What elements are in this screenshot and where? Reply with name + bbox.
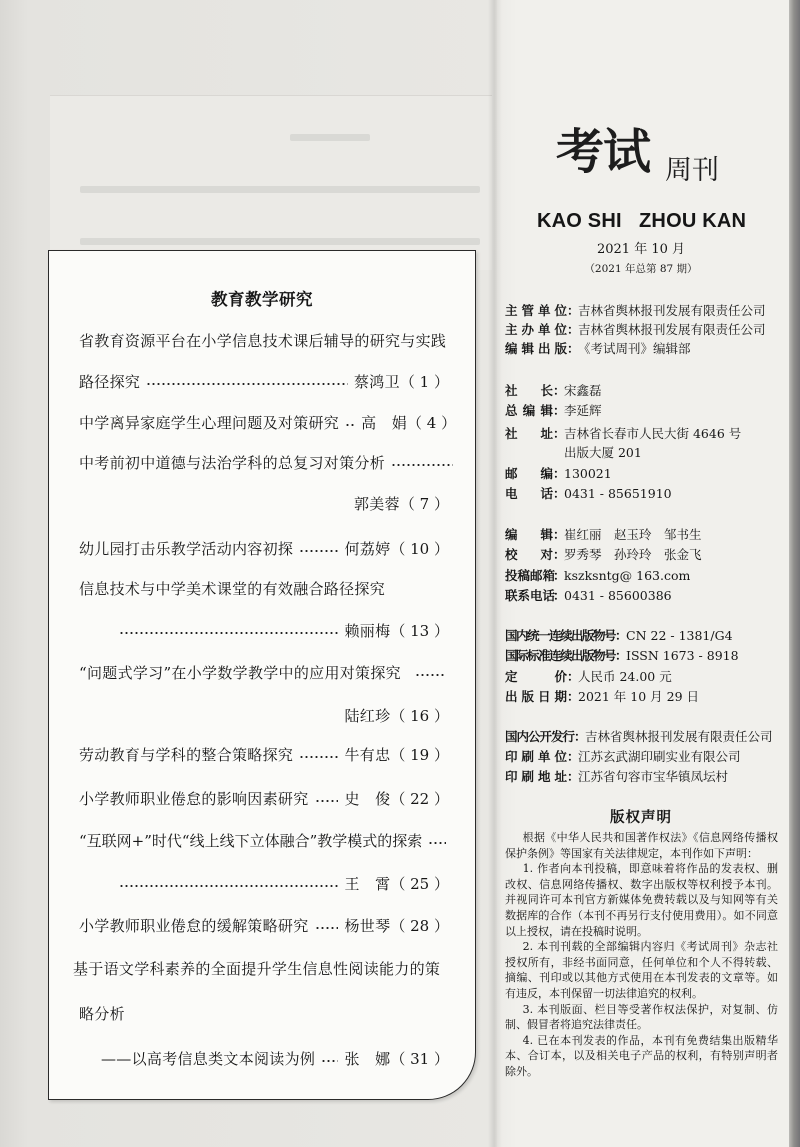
bleed-through-line (290, 134, 370, 141)
toc-entry-title: 幼儿园打击乐教学活动内容初探 (79, 540, 294, 558)
info-label: 校对 (505, 547, 553, 562)
info-colon: ： (615, 648, 628, 663)
toc-entry-title: “互联网+”时代“线上线下立体融合”教学模式的探索 (79, 832, 423, 850)
info-row (505, 465, 612, 483)
toc-entry-author: 何荔婷 (344, 540, 391, 558)
info-value: ISSN 1673 - 8918 (626, 648, 739, 663)
bleed-through-line (80, 238, 480, 245)
info-row (505, 546, 702, 564)
toc-entry-title: 小学教师职业倦怠的缓解策略研究 (79, 917, 309, 935)
info-value: 江苏省句容市宝华镇凤坛村 (578, 769, 729, 784)
toc-entry-author: 蔡鸿卫 (354, 373, 400, 391)
info-colon: ： (567, 749, 580, 764)
info-value: CN 22 - 1381/G4 (626, 628, 733, 643)
toc-entry-line (101, 1048, 449, 1070)
toc-entry-line (79, 662, 449, 684)
info-colon: ： (553, 383, 566, 398)
toc-entry-author: 陆红珍 (344, 707, 391, 725)
dot-leader (391, 463, 453, 467)
info-value: 人民币 24.00 元 (578, 669, 672, 684)
toc-entry-line (79, 705, 449, 727)
toc-entry-title: 省教育资源平台在小学信息技术课后辅导的研究与实践 (79, 332, 447, 350)
toc-entry-title: 中学离异家庭学生心理问题及对策研究 (79, 414, 340, 432)
dot-leader (146, 382, 348, 386)
info-row (505, 627, 733, 645)
info-label: 主管单位 (505, 303, 567, 318)
info-row (505, 688, 699, 706)
toc-entry-author: 史 俊 (344, 790, 391, 808)
toc-entry-line (79, 538, 449, 560)
bleed-through-line (80, 186, 480, 193)
info-colon: ： (567, 341, 580, 356)
masthead-pinyin: KAO SHI ZHOU KAN (537, 210, 747, 232)
toc-entry-line (79, 788, 449, 810)
info-row (505, 567, 690, 585)
info-label: 主办单位 (505, 322, 567, 337)
toc-entry-author: 郭美蓉 (354, 495, 400, 513)
info-colon: ： (553, 466, 566, 481)
dot-leader (119, 631, 338, 635)
info-value: 吉林省舆林报刊发展有限责任公司 (585, 729, 773, 744)
info-label: 联系电话 (505, 588, 556, 603)
info-value: 罗秀琴 孙玲玲 张金飞 (564, 547, 702, 562)
toc-entry-line (79, 1003, 449, 1025)
info-row (505, 526, 702, 544)
toc-slip (48, 250, 476, 1100)
toc-entry-title: 信息技术与中学美术课堂的有效融合路径探究 (79, 580, 386, 598)
toc-entry-line (73, 958, 461, 980)
toc-entry-title: 略分析 (79, 1005, 125, 1023)
toc-entry-line (79, 452, 449, 474)
toc-entry-page: （ 25 ） (390, 875, 449, 893)
info-row (505, 444, 642, 462)
info-label: 电话 (505, 486, 553, 501)
dot-leader (299, 755, 338, 759)
toc-entry-author: 牛有忠 (344, 746, 391, 764)
dot-leader (119, 884, 338, 888)
info-row (505, 748, 741, 766)
bleed-through-area (50, 95, 492, 270)
info-colon: ： (574, 729, 587, 744)
toc-entry-author: 赖丽梅 (344, 622, 391, 640)
toc-entry-author: 王 霄 (344, 875, 391, 893)
info-colon: ： (615, 628, 628, 643)
info-value: 0431 - 85600386 (564, 588, 672, 603)
toc-entry-line (79, 412, 457, 434)
toc-entry-author: 张 娜 (344, 1050, 391, 1068)
toc-entry-line (79, 915, 449, 937)
issue-date: 2021 年 10 月 (596, 242, 686, 257)
info-label: 邮编 (505, 466, 553, 481)
toc-entry-page: （ 22 ） (390, 790, 449, 808)
info-value: 2021 年 10 月 29 日 (578, 689, 699, 704)
toc-entry-title: “问题式学习”在小学数学教学中的应用对策探究 (79, 664, 401, 682)
toc-entry-author: 杨世琴 (344, 917, 391, 935)
info-value: 江苏玄武湖印刷实业有限公司 (578, 749, 741, 764)
toc-entry-page: （ 10 ） (390, 540, 449, 558)
info-colon: ： (567, 689, 580, 704)
info-row (505, 728, 773, 746)
toc-entry-line (119, 873, 449, 895)
info-label: 印刷单位 (505, 749, 567, 764)
info-colon: ： (567, 769, 580, 784)
info-label: 国际标准连续出版物号 (505, 648, 616, 663)
info-label: 编辑出版 (505, 341, 567, 356)
info-colon: ： (553, 486, 566, 501)
toc-entry-line (79, 493, 449, 515)
toc-entry-page: （ 1 ） (399, 373, 449, 391)
dot-leader (299, 549, 338, 553)
toc-entry-line (79, 744, 449, 766)
info-row (505, 425, 741, 443)
dot-leader (415, 673, 445, 677)
toc-entry-line (79, 578, 449, 600)
copyright-paragraph: 1. 作者向本刊投稿，即意味着将作品的发表权、删改权、信息网络传播权、数字出版权等权利授予本刊。并视同许可本刊官方新媒体免费转载以及与知网等有关数据库的合作（本刊不再另行支付使用费用）。如不同意以上授权，请在投稿时说明。 (505, 862, 778, 938)
dot-leader (345, 423, 355, 427)
info-colon: ： (553, 527, 566, 542)
page-edge-strip (789, 0, 800, 1147)
info-label: 总编辑 (505, 403, 553, 418)
info-value: 李延辉 (564, 403, 602, 418)
info-value: 130021 (564, 466, 612, 481)
toc-entry-subtitle: ——以高考信息类文本阅读为例 (101, 1050, 316, 1068)
info-row (505, 485, 672, 503)
issue-number: （2021 年总第 87 期） (584, 263, 698, 275)
info-colon: ： (553, 426, 566, 441)
masthead-subtitle: 周刊 (665, 155, 719, 186)
info-row (505, 768, 728, 786)
copyright-heading: 版权声明 (610, 809, 672, 826)
info-row (505, 321, 766, 339)
info-row (505, 340, 691, 358)
copyright-paragraph: 3. 本刊版面、栏目等受著作权法保护，对复制、仿制、假冒者将追究法律责任。 (505, 1002, 778, 1032)
info-value: 吉林省舆林报刊发展有限责任公司 (578, 322, 766, 337)
info-row (505, 668, 672, 686)
toc-entry-title: 中考前初中道德与法治学科的总复习对策分析 (79, 454, 386, 472)
info-label: 投稿邮箱 (505, 568, 556, 583)
info-row (505, 382, 602, 400)
info-colon: ： (553, 588, 566, 603)
toc-entry-line (79, 330, 449, 352)
info-value: 吉林省长春市人民大街 4646 号 (564, 426, 742, 441)
info-label: 国内公开发行 (505, 729, 575, 744)
copyright-paragraph: 2. 本刊刊载的全部编辑内容归《考试周刊》杂志社授权所有，非经书面同意，任何单位和个人不得转载、摘编、刊印或以其他方式使用在本刊发表的文章等。如有违反，本刊保留一切法律追究的权利。 (505, 940, 778, 1000)
info-row (505, 587, 672, 605)
info-label: 社址 (505, 426, 553, 441)
toc-entry-page: （ 13 ） (390, 622, 449, 640)
copyright-paragraph: 4. 已在本刊发表的作品，本刊有免费结集出版精华本、合订本，以及相关电子产品的权利，有特别声明者除外。 (505, 1033, 778, 1078)
dot-leader (315, 799, 339, 803)
toc-entry-title: 劳动教育与学科的整合策略探究 (79, 746, 294, 764)
info-value: 《考试周刊》编辑部 (578, 341, 691, 356)
page-fold-shadow (488, 0, 502, 1147)
toc-entry-line (119, 620, 449, 642)
masthead-title: 考试 (556, 124, 651, 180)
info-colon: ： (553, 568, 566, 583)
toc-entry-title: 路径探究 (79, 373, 141, 391)
info-label: 社长 (505, 383, 553, 398)
info-colon: ： (553, 403, 566, 418)
copyright-body (505, 830, 778, 1080)
info-value: 宋鑫磊 (564, 383, 602, 398)
dot-leader (428, 841, 446, 845)
toc-entry-title: 基于语文学科素养的全面提升学生信息性阅读能力的策 (73, 960, 441, 978)
info-colon: ： (553, 547, 566, 562)
info-label: 国内统一连续出版物号 (505, 628, 616, 643)
info-row (505, 302, 766, 320)
info-colon: ： (567, 303, 580, 318)
toc-entry-page: （ 16 ） (390, 707, 449, 725)
toc-entry-line (79, 830, 449, 852)
info-value: 0431 - 85651910 (564, 486, 672, 501)
toc-entry-page: （ 31 ） (390, 1050, 449, 1068)
info-row (505, 402, 602, 420)
info-colon: ： (567, 322, 580, 337)
info-colon: ： (567, 669, 580, 684)
toc-section-heading: 教育教学研究 (211, 290, 313, 309)
info-value: 吉林省舆林报刊发展有限责任公司 (578, 303, 766, 318)
toc-entry-page: （ 4 ） (407, 414, 457, 432)
info-value: kszksntg@ 163.com (564, 568, 691, 583)
toc-entry-author: 高 娟 (361, 414, 408, 432)
copyright-paragraph: 根据《中华人民共和国著作权法》《信息网络传播权保护条例》等国家有关法律规定，本刊作如下声明： (505, 831, 778, 860)
toc-entry-title: 小学教师职业倦怠的影响因素研究 (79, 790, 309, 808)
dot-leader (315, 926, 339, 930)
toc-entry-page: （ 7 ） (399, 495, 449, 513)
info-label: 定价 (505, 669, 567, 684)
toc-entry-page: （ 28 ） (390, 917, 449, 935)
info-value: 崔红丽 赵玉玲 邹书生 (564, 527, 702, 542)
info-value: 出版大厦 201 (564, 445, 642, 460)
toc-entry-line (79, 371, 449, 393)
info-label: 出版日期 (505, 689, 567, 704)
info-row (505, 647, 739, 665)
info-label: 印刷地址 (505, 769, 567, 784)
dot-leader (321, 1059, 338, 1063)
toc-entry-page: （ 19 ） (390, 746, 449, 764)
info-label: 编辑 (505, 527, 553, 542)
